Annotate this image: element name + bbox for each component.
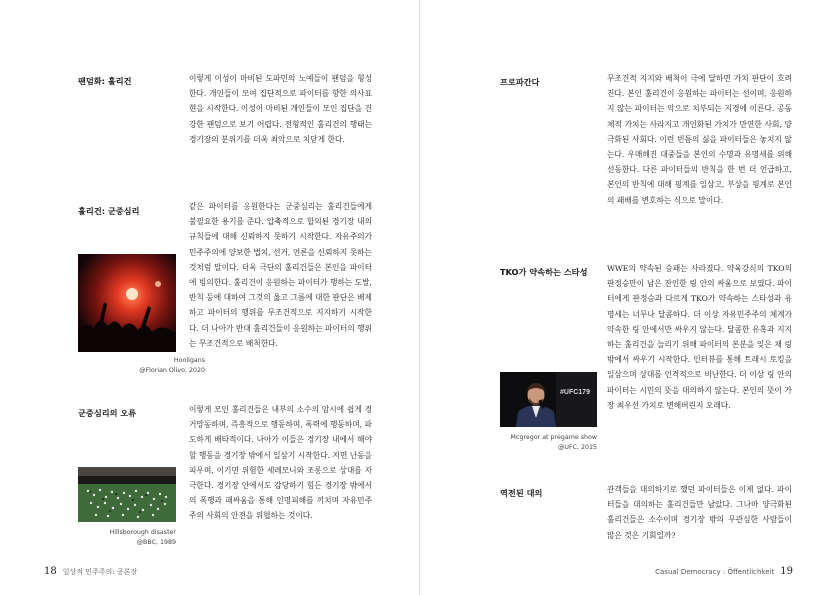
section-heading-propaganda: 프로파간다	[500, 77, 540, 87]
hooligans-caption-credit: @Florian Olivo, 2020	[139, 367, 205, 374]
page-number-right: 19	[780, 566, 793, 577]
hillsborough-caption-credit: @BBC, 1989	[136, 539, 176, 546]
page-number-left: 18	[44, 566, 57, 577]
section-heading-crowd-psychology: 훌리건: 군중심리	[78, 206, 140, 216]
mcgregor-caption-credit: @UFC, 2015	[558, 444, 597, 451]
section-heading-fallacy: 군중심리의 오류	[78, 408, 137, 418]
section-heading-reversed-representation: 역전된 대의	[500, 488, 543, 498]
running-title-left: 일상적 민주주의: 공론장	[62, 568, 138, 576]
right-page	[420, 0, 839, 595]
left-page	[0, 0, 419, 595]
section-body-tko-stardom: WWE의 약속된 승패는 사라졌다. 약육강식의 TKO의 판정승만이 남은 잔인한 링 안의 싸움으로 보였다. 파이터에게 판정승과 다르게 TKO가 약속하는 스타성과 유명세는 너무나 달콤하다. 더 이상 자유민주주의 체계가 약속한 링 안에서만 싸우지 않는다. 달콤한 유혹과 지지하는 훌리건을 늘리기 위해 파이터의 본분을 잊은 채 링 밖에서 싸우기 시작한다. 인터뷰를 통해 트래시 토킹을 일삼으며 상대를 인격적으로 비난한다. 더 이상 링 안의 파이터는 시민의 뜻을 대의하지 않는다. 본인의 뜻이 가장 최우선 가치로 변해버린지 오래다.	[607, 264, 792, 410]
right-folio	[649, 566, 793, 577]
mcgregor-photo	[500, 372, 597, 427]
hooligans-caption	[78, 356, 205, 376]
hillsborough-caption-title: Hillsborough disaster	[109, 529, 176, 536]
hooligans-photo	[78, 254, 176, 352]
section-body-fallacy: 이렇게 모인 훌리건들은 내부의 소수의 암시에 쉽게 경거망동하며, 즉흥적으로 행동하며, 폭력에 행동하며, 파도하게 배타적이다. 나아가 이들은 경기장 내에서 해야 할 행동을 경기장 밖에서 일삼기 시작한다. 지면 난동을 피우며, 이기면 위험한 세레모니와 조롱으로 상대를 자극한다. 경기장 안에서도 감당하기 힘든 경기장 밖에서의 폭행과 패싸움을 통해 인명피해를 끼치며 자유민주주의 사회의 안전을 위협하는 것이다.	[189, 405, 372, 521]
running-title-right: Casual Democracy : Öffentlichkeit	[655, 568, 775, 576]
section-heading-tko-stardom: TKO가 약속하는 스타성	[500, 267, 588, 277]
mcgregor-caption-title: Mcgregor at pregame show	[510, 434, 597, 441]
left-folio	[44, 566, 143, 577]
section-body-crowd-psychology: 같은 파이터를 응원한다는 군중심리는 훌리건들에게 불필요한 용기를 준다. 압축적으로 합의된 경기장 내의 규칙들에 대해 신뢰하지 못하기 시작한다. 자유주의가 민주주의에 양보한 법치, 선거, 언론을 신뢰하지 못하는 것처럼 말이다. 더욱 극단의 훌리건들은 본인을 파이터에 빙의한다. 훌리건이 응원하는 파이터가 행하는 도발, 반칙 등에 대하여 그것의 옳고 그름에 대한 판단은 배제하고 파이터의 행위를 무조건적으로 지지하기 시작한다. 더 나아가 반대 훌리건들이 응원하는 파이터의 행위는 무조건적으로 배척한다.	[189, 202, 372, 348]
section-heading-fandom: 팬덤화: 훌리건	[78, 76, 132, 86]
section-body-reversed-representation: 관객들을 대의하기로 했던 파이터들은 이제 없다. 파이터들을 대의하는 훌리건들만 남았다. 그나마 양극화된 훌리건들은 소수이며 경기장 밖의 무관심한 사람들이 많은 것은 기회일까?	[607, 485, 792, 540]
section-body-propaganda: 무조건적 지지와 배척이 극에 달하면 가치 판단이 흐려진다. 본인 훌리건이 응원하는 파이터는 선이며, 응원하지 않는 파이터는 악으로 치부되는 지경에 이른다. 공동체적 가치는 사라지고 개인화된 가치가 만연한 사회, 양극화된 사회다. 이런 빈틈의 싫을 파이터들은 놓치지 않는다. 우매해진 대중들을 본인의 수명과 유명세를 위해 선동한다. 다른 파이터들의 반칙을 한 번 더 언급하고, 본인의 반칙에 대해 핑계를 일삼고, 부상을 핑계로 본인의 패배를 변호하는 식으로 말이다.	[607, 74, 792, 205]
photo-hashtag: #UFC179	[560, 389, 590, 396]
section-body-fandom: 이렇게 이성이 마비된 도파민의 노예들이 팬덤을 형성한다. 개인들이 모여 집단적으로 파이터를 향한 의사표현을 시작한다. 이성이 마비된 개인들이 모인 집단을 건강한 팬덤으로 보기 어렵다. 전형적인 훌리건의 행태는 경기장의 분위기를 더욱 최악으로 치닫게 한다.	[189, 74, 372, 144]
hillsborough-photo	[78, 467, 176, 522]
hillsborough-caption	[78, 528, 176, 548]
hooligans-caption-title: Hooligans	[173, 357, 205, 364]
mcgregor-caption	[480, 433, 597, 453]
